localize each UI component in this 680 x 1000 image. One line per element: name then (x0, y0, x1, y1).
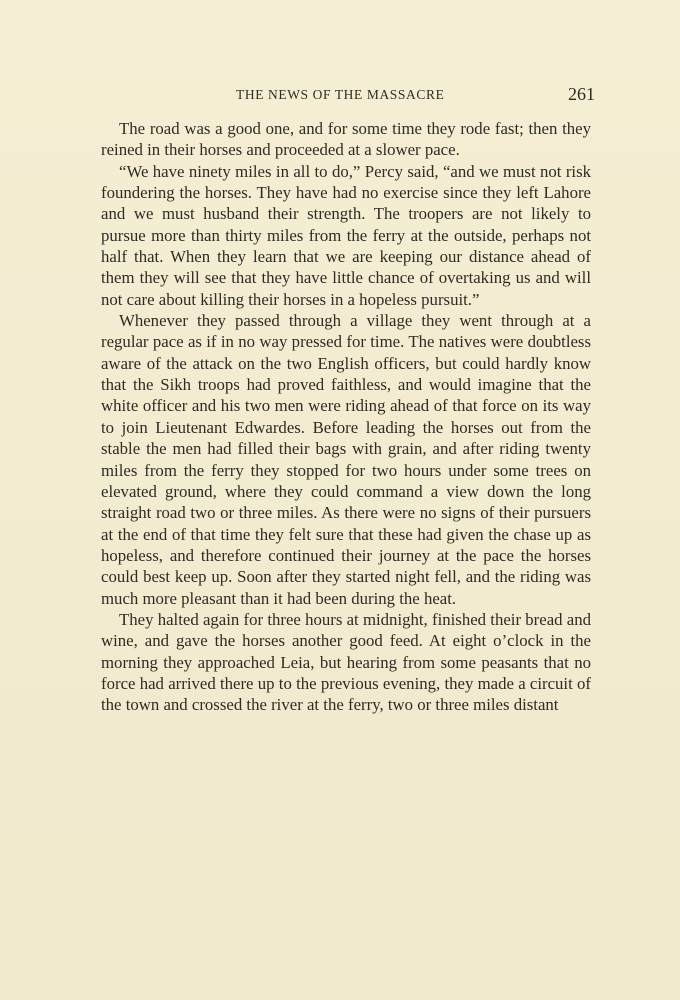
paragraph: Whenever they passed through a village they went through at a regular pace as if in no way pressed for time. The natives were doubtless aware of the attack on the two English officers, but could hardly know that the Sikh troops had proved faithless, and would imagine that the white officer and his two men were riding ahead of that force on its way to join Lieutenant Edwardes. Before leading the horses out from the stable the men had filled their bags with grain, and after riding twenty miles from the ferry they stopped for two hours under some trees on elevated ground, where they could command a view down the long straight road two or three miles. As there were no signs of their pursuers at the end of that time they felt sure that these had given the chase up as hopeless, and therefore continued their journey at the pace the horses could best keep up. Soon after they started night fell, and the riding was much more pleasant than it had been during the heat. (101, 311, 591, 608)
paragraph: They halted again for three hours at midnight, finished their bread and wine, and gave the horses another good feed. At eight o’clock in the morning they approached Leia, but hearing from some peasants that no force had arrived there up to the previous evening, they made a circuit of the town and crossed the river at the ferry, two or three miles distant (101, 609, 591, 715)
page-header (101, 84, 595, 108)
running-head: THE NEWS OF THE MASSACRE (236, 87, 445, 102)
paragraph: The road was a good one, and for some time they rode fast; then they reined in their horses and proceeded at a slower pace. (101, 119, 591, 160)
body-text (101, 118, 591, 716)
paragraph: “We have ninety miles in all to do,” Percy said, “and we must not risk foundering the horses. They have had no exercise since they left Lahore and we must husband their strength. The troopers are not likely to pursue more than thirty miles from the ferry at the outside, perhaps not half that. When they learn that we are keeping our distance ahead of them they will see that they have little chance of overtaking us and will not care about killing their horses in a hopeless pursuit.” (101, 161, 591, 309)
page-number: 261 (568, 84, 595, 104)
